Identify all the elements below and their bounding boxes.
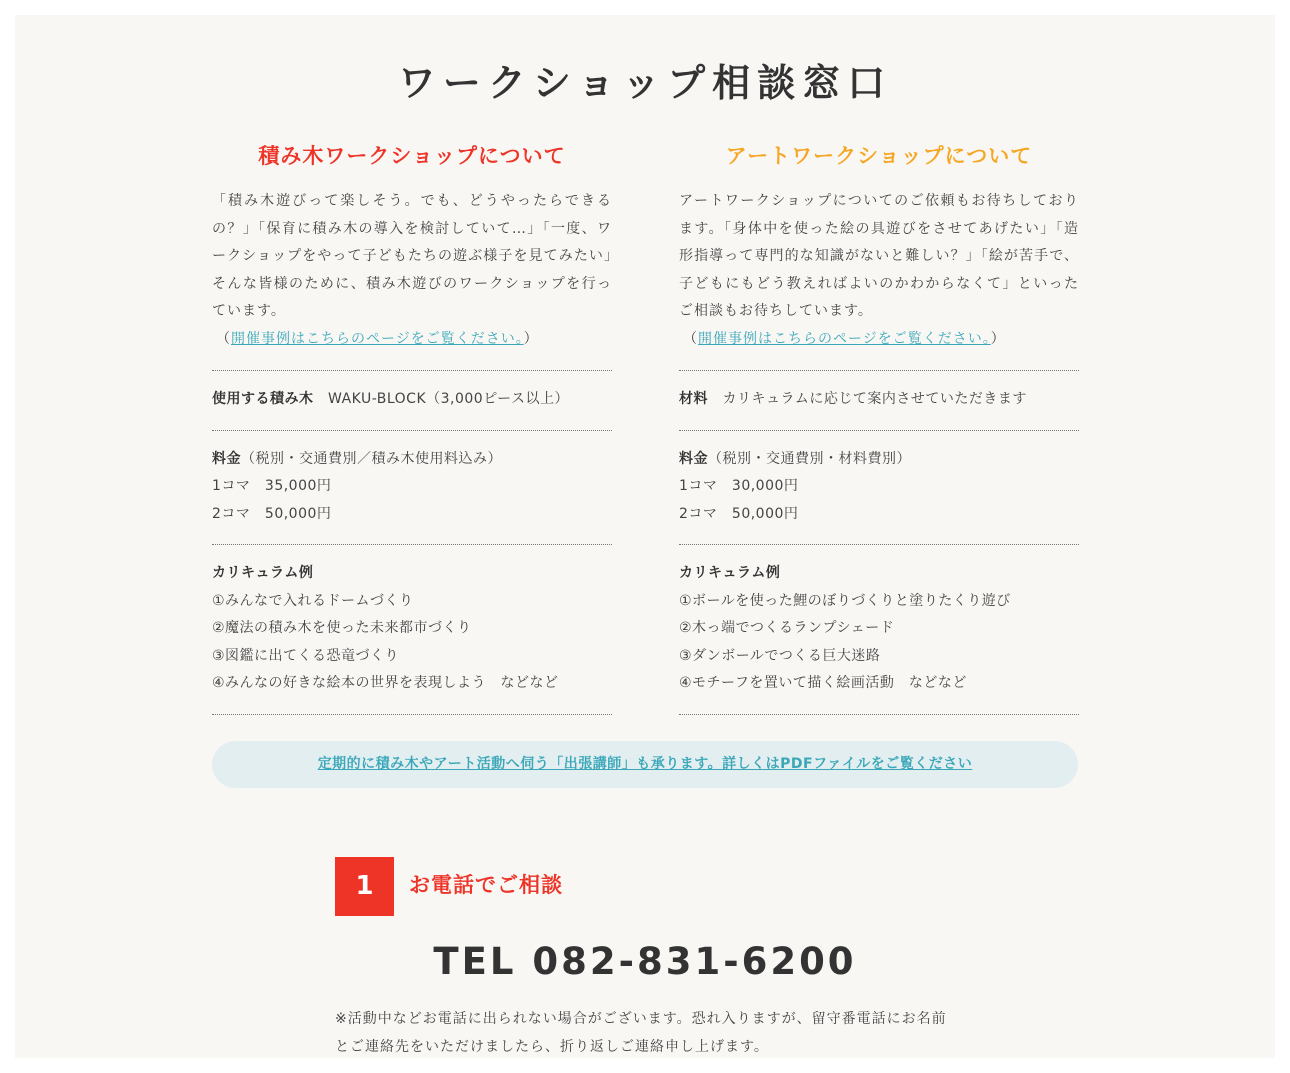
visiting-instructor-pdf-link[interactable]: 定期的に積み木やアート活動へ伺う「出張講師」も承ります。詳しくはPDFファイルをご覧ください — [317, 756, 973, 772]
curriculum-item: ①みんなで入れるドームづくり — [212, 592, 414, 609]
curriculum-label: カリキュラム例 — [679, 565, 781, 581]
block-workshop-reference — [212, 326, 612, 354]
art-workshop-material — [679, 371, 1079, 430]
material-value: カリキュラムに応じて案内させていただきます — [708, 391, 1027, 407]
curriculum-item: ③図鑑に出てくる恐竜づくり — [212, 647, 400, 664]
price-line: 1コマ 35,000円 — [212, 478, 332, 494]
curriculum-item: ①ボールを使った鯉のぼりづくりと塗りたくり遊び — [679, 592, 1011, 609]
divider — [212, 714, 612, 715]
phone-consult-heading: お電話でご相談 — [409, 873, 563, 897]
curriculum-item: ②木っ端でつくるランプシェード — [679, 620, 895, 636]
price-line: 2コマ 50,000円 — [212, 505, 332, 522]
phone-number[interactable]: TEL 082-831-6200 — [433, 940, 857, 983]
block-workshop-heading: 積み木ワークショップについて — [258, 144, 566, 168]
price-line: 2コマ 50,000円 — [679, 505, 799, 522]
block-workshop-column — [212, 140, 612, 715]
art-workshop-curriculum — [679, 545, 1079, 714]
price-label: 料金 — [679, 450, 708, 467]
curriculum-item: ②魔法の積み木を使った未来都市づくり — [212, 620, 472, 636]
price-line: 1コマ 30,000円 — [679, 478, 799, 494]
curriculum-item: ③ダンボールでつくる巨大迷路 — [679, 647, 881, 664]
ref-close-paren: ） — [990, 330, 1006, 347]
page-title: ワークショップ相談窓口 — [397, 60, 893, 105]
ref-open-paren: （ — [216, 330, 231, 347]
material-label: 使用する積み木 — [212, 391, 314, 407]
art-workshop-examples-link[interactable]: 開催事例はこちらのページをご覧ください。 — [698, 330, 991, 347]
block-workshop-curriculum — [212, 545, 612, 714]
step-number-badge: 1 — [335, 857, 394, 916]
art-workshop-reference — [679, 326, 1079, 354]
divider — [679, 714, 1079, 715]
art-workshop-intro: アートワークショップについてのご依頼もお待ちしております。「身体中を使った絵の具遊びをさせてあげたい」「造形指導って専門的な知識がないと難しい？」「絵が苦手で、子どもにもどう教えればよいのかわからなくて」といったご相談もお待ちしています。 — [679, 193, 1079, 319]
block-workshop-examples-link[interactable]: 開催事例はこちらのページをご覧ください。 — [231, 330, 524, 347]
visiting-instructor-banner — [212, 741, 1078, 788]
content-panel — [15, 15, 1275, 1058]
block-workshop-intro: 「積み木遊びって楽しそう。でも、どうやったらできるの？」「保育に積み木の導入を検討していて…」「一度、ワークショップをやって子どもたちの遊ぶ様子を見てみたい」そんな皆様のために、積み木遊びのワークショップを行っています。 — [212, 193, 612, 319]
curriculum-item: ④みんなの好きな絵本の世界を表現しよう などなど — [212, 675, 559, 691]
block-workshop-price — [212, 431, 612, 545]
material-label: 材料 — [679, 391, 708, 407]
art-workshop-column — [679, 140, 1079, 715]
art-workshop-price — [679, 431, 1079, 545]
phone-note: ※活動中などお電話に出られない場合がございます。恐れ入りますが、留守番電話にお名前とご連絡先をいただけましたら、折り返しご連絡申し上げます。 — [335, 1011, 947, 1055]
curriculum-label: カリキュラム例 — [212, 565, 314, 581]
curriculum-item: ④モチーフを置いて描く絵画活動 などなど — [679, 675, 967, 691]
price-label: 料金 — [212, 450, 241, 467]
price-note: （税別・交通費別／積み木使用料込み） — [241, 450, 502, 467]
ref-open-paren: （ — [683, 330, 698, 347]
ref-close-paren: ） — [523, 330, 539, 347]
block-workshop-material — [212, 371, 612, 430]
material-value: WAKU-BLOCK（3,000ピース以上） — [313, 391, 569, 407]
price-note: （税別・交通費別・材料費別） — [708, 450, 911, 467]
art-workshop-heading: アートワークショップについて — [725, 144, 1033, 168]
